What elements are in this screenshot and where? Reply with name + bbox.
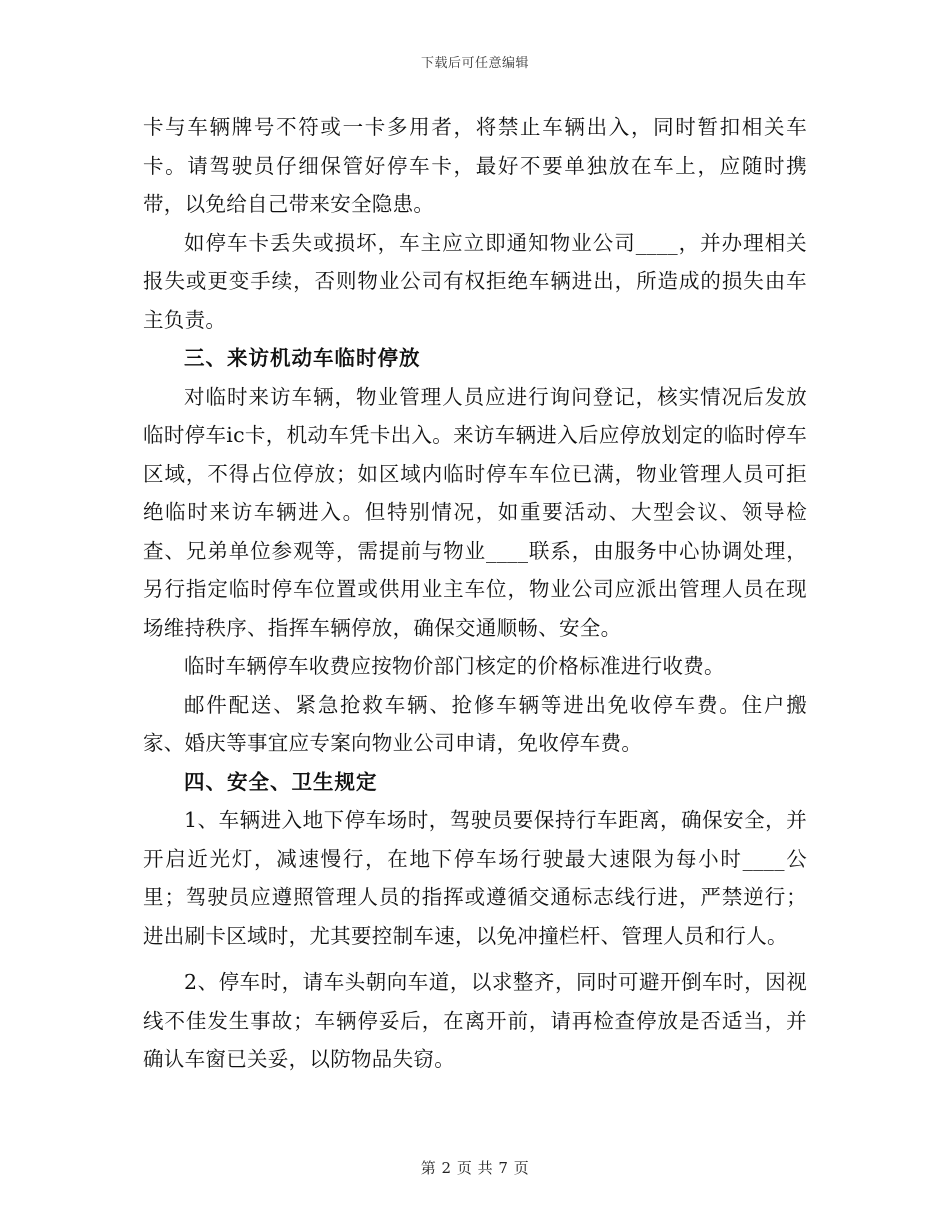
- section-heading-visitor-parking: 三、来访机动车临时停放: [184, 346, 421, 370]
- page-header: 下载后可任意编辑: [420, 56, 529, 71]
- paragraph-parking-fees: 临时车辆停车收费应按物价部门核定的价格标准进行收费。: [184, 654, 725, 678]
- document-body: [143, 108, 807, 1079]
- paragraph-visitor-vehicles: 对临时来访车辆，物业管理人员应进行询问登记，核实情况后发放临时停车ic卡，机动车凭卡出入。来访车辆进入后应停放划定的临时停车区域，不得占位停放；如区域内临时停车车位已满，物业管理人员可拒绝临时来访车辆进入。但特别情况，如重要活动、大型会议、领导检查、兄弟单位参观等，需提前与物业____联系，由服务中心协调处理，另行指定临时停车位置或供用业主车位，物业公司应派出管理人员在现场维持秩序、指挥车辆停放，确保交通顺畅、安全。: [143, 384, 807, 640]
- paragraph-fee-exemptions: 邮件配送、紧急抢救车辆、抢修车辆等进出免收停车费。住户搬家、婚庆等事宜应专案向物业公司申请，免收停车费。: [143, 692, 807, 755]
- paragraph-rule-2: 2、停车时，请车头朝向车道，以求整齐，同时可避开倒车时，因视线不佳发生事故；车辆停妥后，在离开前，请再检查停放是否适当，并确认车窗已关妥，以防物品失窃。: [143, 970, 807, 1071]
- paragraph-card-lost: 如停车卡丢失或损坏，车主应立即通知物业公司____，并办理相关报失或更变手续，否则物业公司有权拒绝车辆进出，所造成的损失由车主负责。: [143, 230, 807, 332]
- paragraph-parking-card-misuse: 卡与车辆牌号不符或一卡多用者，将禁止车辆出入，同时暂扣相关车卡。请驾驶员仔细保管好停车卡，最好不要单独放在车上，应随时携带，以免给自己带来安全隐患。: [143, 115, 807, 216]
- page-number-footer: 第 2 页 共 7 页: [420, 1159, 530, 1177]
- section-heading-safety-hygiene: 四、安全、卫生规定: [184, 769, 378, 794]
- paragraph-rule-1: 1、车辆进入地下停车场时，驾驶员要保持行车距离，确保安全，并开启近光灯，减速慢行，在地下停车场行驶最大速限为每小时____公里；驾驶员应遵照管理人员的指挥或遵循交通标志线行进，严禁逆行；进出刷卡区域时，尤其要控制车速，以免冲撞栏杆、管理人员和行人。: [143, 808, 807, 948]
